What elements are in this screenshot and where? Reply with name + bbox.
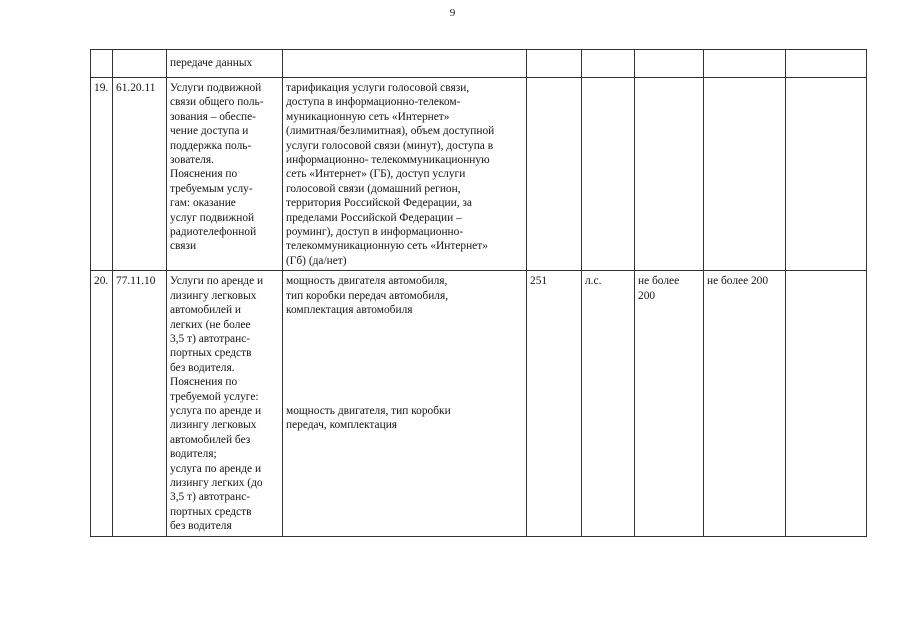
cell-text-line: гам: оказание	[170, 197, 236, 210]
cell-text-line: доступа в информационно-телеком-	[286, 96, 461, 109]
cell-text-line: Услуги по аренде и	[170, 275, 264, 288]
cell-text-line: связи	[170, 240, 197, 253]
okpd-code: 61.20.11	[116, 82, 156, 94]
cell-text-line: портных средств	[170, 347, 252, 360]
cell-text-line: информационно- телекоммуникационную	[286, 154, 490, 167]
cell-text-line: услуг подвижной	[170, 211, 255, 224]
cell-num	[91, 50, 113, 78]
value-2: не более 200	[707, 275, 769, 288]
cell-value-1	[635, 78, 704, 271]
cell-text-line: услуга по аренде и	[170, 404, 262, 417]
cell-text-line: услуги голосовой связи (минут), доступа в	[286, 139, 494, 152]
cell-okei-code	[527, 271, 582, 536]
cell-text-line: сеть «Интернет» (ГБ), доступ услуги	[286, 168, 466, 181]
cell-characteristics	[283, 50, 527, 78]
page-number: 9	[449, 7, 456, 19]
cell-text-line: зователя.	[170, 154, 214, 167]
cell-text-line: связи общего поль-	[170, 96, 264, 109]
cell-name	[167, 271, 283, 536]
cell-text-line: Пояснения по	[170, 168, 238, 181]
cell-empty	[786, 271, 867, 536]
cell-text-line: комплектация автомобиля	[286, 304, 413, 317]
cell-name	[167, 78, 283, 271]
cell-text-line: портных средств	[170, 505, 252, 518]
cell-text-line: телекоммуникационную сеть «Интернет»	[286, 240, 488, 253]
row-number: 19.	[94, 82, 109, 94]
cell-text-line: 3,5 т) автотранс-	[170, 332, 251, 345]
cell-text-line: 200	[638, 289, 656, 302]
table-row-continuation	[91, 50, 867, 78]
cell-text-line: (Гб) (да/нет)	[286, 254, 347, 267]
cell-okei-code	[527, 50, 582, 78]
cell-text-line: автомобилей и	[170, 304, 242, 317]
cell-empty	[786, 78, 867, 271]
cell-text-line: роуминг), доступ в информационно-	[286, 226, 464, 239]
cell-value-2	[704, 50, 786, 78]
cell-unit	[582, 50, 635, 78]
cell-text-line: тарификация услуги голосовой связи,	[286, 82, 470, 94]
cell-text-line: муникационную сеть «Интернет»	[286, 110, 450, 123]
cell-text-line: Услуги подвижной	[170, 82, 262, 94]
cell-code	[113, 271, 167, 536]
unit: л.с.	[585, 275, 602, 288]
cell-text-line: чение доступа и	[170, 125, 249, 138]
table-row-19	[91, 78, 867, 271]
cell-text-line: тип коробки передач автомобиля,	[286, 289, 449, 302]
cell-text-line: 3,5 т) автотранс-	[170, 491, 251, 504]
cell-text-line: голосовой связи (домашний регион,	[286, 182, 461, 195]
row-number: 20.	[94, 275, 109, 288]
cell-text-line: (лимитная/безлимитная), объем доступной	[286, 125, 495, 138]
cell-text-line: зования – обеспе-	[170, 110, 256, 123]
cell-value-1	[635, 271, 704, 536]
services-table	[90, 49, 867, 537]
cell-text-line: не более	[638, 275, 680, 288]
cell-text-line: лизингу легковых	[170, 419, 257, 432]
cell-text-line: поддержка поль-	[170, 139, 252, 152]
cell-text-line: мощность двигателя, тип коробки	[286, 404, 451, 417]
cell-text-line: водителя;	[170, 448, 217, 461]
cell-value-2	[704, 78, 786, 271]
okpd-code: 77.11.10	[116, 275, 156, 288]
cell-text-line: передач, комплектация	[286, 418, 398, 431]
cell-text-line: услуга по аренде и	[170, 462, 262, 475]
cell-text-line: без водителя.	[170, 361, 235, 374]
spacer	[286, 318, 523, 404]
cell-text-line: без водителя	[170, 520, 232, 533]
cell-text-line: легких (не более	[170, 318, 251, 331]
cell-text-line: радиотелефонной	[170, 226, 257, 239]
cell-num	[91, 78, 113, 271]
cell-unit	[582, 78, 635, 271]
cell-text-line: мощность двигателя автомобиля,	[286, 275, 448, 288]
table-row-20	[91, 271, 867, 536]
okei-code: 251	[530, 275, 548, 288]
cell-value-2	[704, 271, 786, 536]
cell-name	[167, 50, 283, 78]
cell-code	[113, 78, 167, 271]
cell-text-line: лизингу легковых	[170, 289, 257, 302]
cell-text-line: требуемым услу-	[170, 182, 253, 195]
cell-text-line: Пояснения по	[170, 376, 238, 389]
cell-num	[91, 271, 113, 536]
cell-text-line: требуемой услуге:	[170, 390, 259, 403]
cell-unit	[582, 271, 635, 536]
cell-text-line: лизингу легких (до	[170, 476, 263, 489]
cell-value-1	[635, 50, 704, 78]
cell-text-line: пределами Российской Федерации –	[286, 211, 462, 224]
cell-text-line: передаче данных	[170, 57, 253, 69]
cell-okei-code	[527, 78, 582, 271]
cell-code	[113, 50, 167, 78]
cell-empty	[786, 50, 867, 78]
cell-text-line: территория Российской Федерации, за	[286, 197, 472, 210]
cell-characteristics	[283, 271, 527, 536]
cell-text-line: автомобилей без	[170, 433, 251, 446]
cell-characteristics	[283, 78, 527, 271]
